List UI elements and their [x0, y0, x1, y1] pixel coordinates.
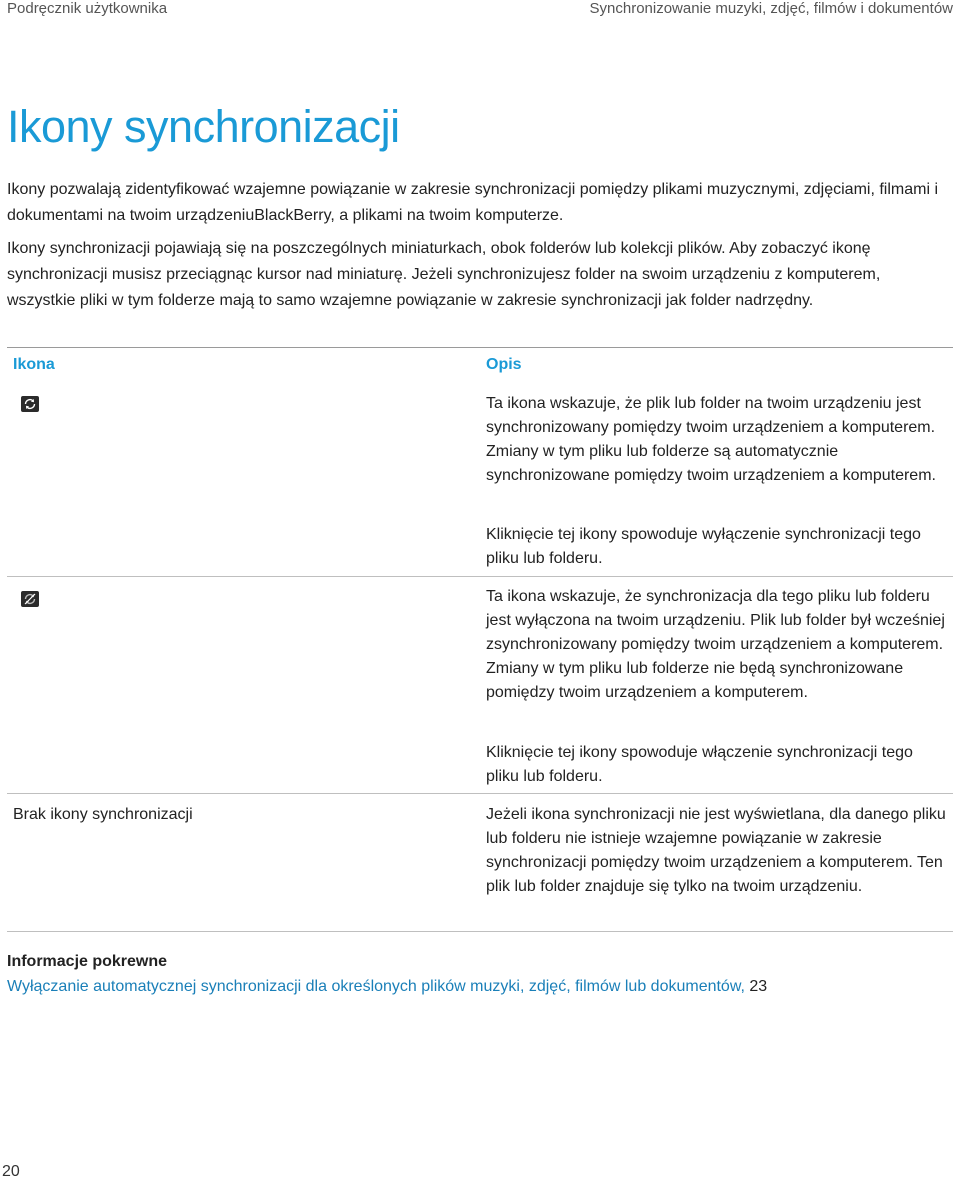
row-sync-on-note: Kliknięcie tej ikony spowoduje wyłączenie synchronizacji tego pliku lub folderu.: [486, 526, 921, 567]
row-no-sync-description: Jeżeli ikona synchronizacji nie jest wyświetlana, dla danego pliku lub folderu nie istnieje wzajemne powiązanie w zakresie synchronizacji pomiędzy twoim urządzeniem a komputerem. Ten plik lub folder znajduje się tylko na twoim urządzeniu.: [486, 806, 946, 895]
sync-on-icon: [21, 396, 39, 412]
table-header-rule: [7, 347, 953, 348]
intro-paragraph: Ikony pozwalają zidentyfikować wzajemne powiązanie w zakresie synchronizacji pomiędzy plikami muzycznymi, zdjęciami, filmami i dokumentami na twoim urządzeniuBlackBerry, a plikami na twoim komputerze.: [7, 181, 939, 224]
row-sync-off-description: Ta ikona wskazuje, że synchronizacja dla tego pliku lub folderu jest wyłączona na twoim urządzeniu. Plik lub folder był wcześniej zsynchronizowany pomiędzy twoim urządzeniem a komputerem. Zmiany w tym pliku lub folderze nie będą synchronizowane pomiędzy twoim urządzeniem a komputerem.: [486, 588, 945, 701]
row-divider: [7, 793, 953, 794]
row-no-sync-label: Brak ikony synchronizacji: [13, 806, 193, 823]
details-paragraph: Ikony synchronizacji pojawiają się na poszczególnych miniaturkach, obok folderów lub kolekcji plików. Aby zobaczyć ikonę synchronizacji musisz przeciągnąc kursor nad miniaturę. Jeżeli synchronizujesz folder na swoim urządzeniu z komputerem, wszystkie pliki w tym folderze mają to samo wzajemne powiązanie w zakresie synchronizacji jak folder nadrzędny.: [7, 240, 881, 309]
header-section-title: Synchronizowanie muzyki, zdjęć, filmów i dokumentów: [589, 0, 953, 17]
row-sync-on-description: Ta ikona wskazuje, że plik lub folder na twoim urządzeniu jest synchronizowany pomiędzy twoim urządzeniem a komputerem. Zmiany w tym pliku lub folderze są automatycznie synchronizowane pomiędzy twoim urządzeniem a komputerem.: [486, 395, 936, 484]
sync-off-icon: [21, 591, 39, 607]
page-number: 20: [2, 1163, 20, 1180]
related-info-heading: Informacje pokrewne: [7, 953, 168, 970]
row-sync-off-note: Kliknięcie tej ikony spowoduje włączenie synchronizacji tego pliku lub folderu.: [486, 744, 913, 785]
row-divider: [7, 576, 953, 577]
page-title: Ikony synchronizacji: [7, 101, 400, 152]
related-info-entry: [7, 975, 767, 999]
header-manual-title: Podręcznik użytkownika: [7, 0, 168, 17]
table-bottom-rule: [7, 931, 953, 932]
related-topic-page: 23: [749, 978, 768, 995]
table-header-description: Opis: [486, 356, 522, 373]
related-topic-link[interactable]: Wyłączanie automatycznej synchronizacji dla określonych plików muzyki, zdjęć, filmów lub dokumentów,: [7, 978, 745, 995]
table-header-icon: Ikona: [13, 356, 55, 373]
